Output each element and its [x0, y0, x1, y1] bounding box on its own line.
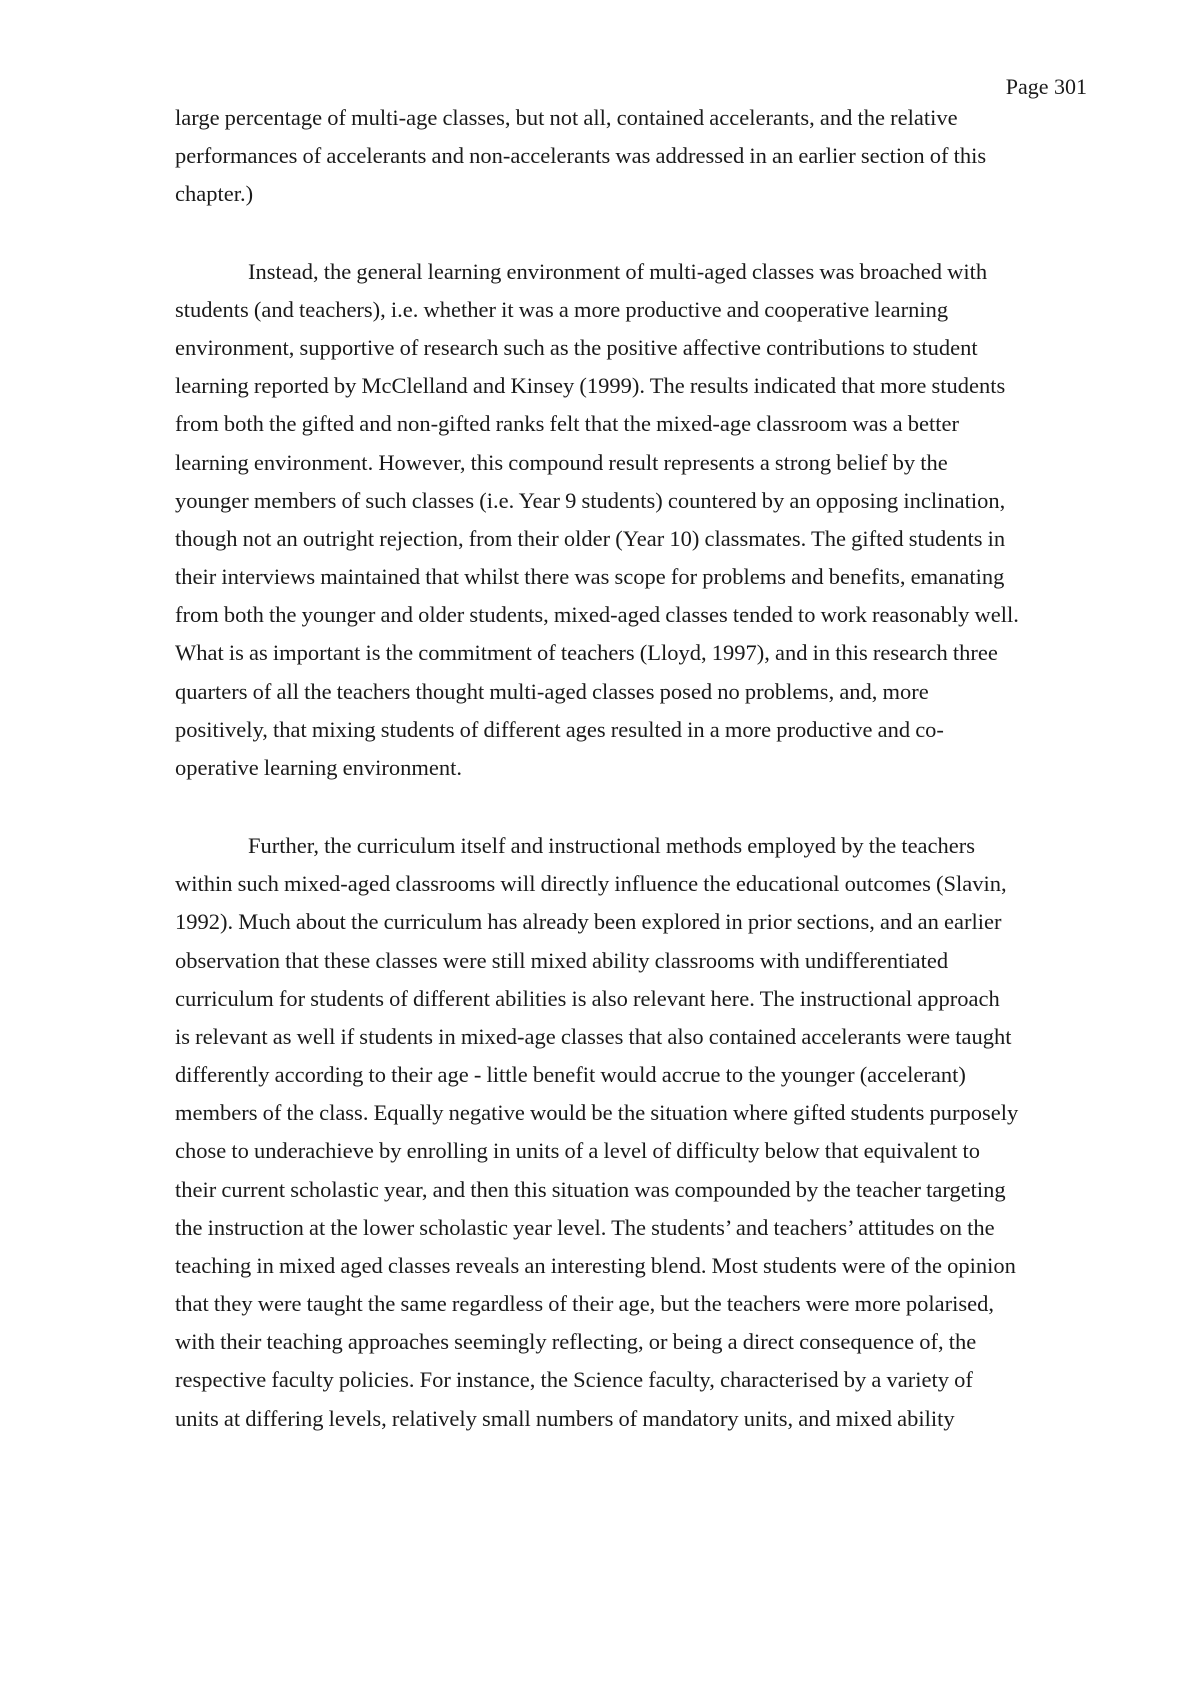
paragraph-2-line-2: students (and teachers), i.e. whether it was a more productive and cooperative learning	[175, 297, 949, 322]
paragraph-3-line-13: that they were taught the same regardless of their age, but the teachers were more polarised,	[175, 1291, 995, 1316]
paragraph-3-line-3: 1992). Much about the curriculum has already been explored in prior sections, and an earlier	[175, 909, 1002, 934]
paragraph-2-line-12: quarters of all the teachers thought multi-aged classes posed no problems, and, more	[175, 679, 929, 704]
paragraph-3-line-16: units at differing levels, relatively small numbers of mandatory units, and mixed ability	[175, 1406, 955, 1431]
paragraph-2-line-9: their interviews maintained that whilst there was scope for problems and benefits, emanating	[175, 564, 1005, 589]
paragraph-3-line-14: with their teaching approaches seemingly reflecting, or being a direct consequence of, the	[175, 1329, 977, 1354]
paragraph-3-line-1: Further, the curriculum itself and instructional methods employed by the teachers	[248, 833, 976, 858]
paragraph-3-line-15: respective faculty policies. For instance, the Science faculty, characterised by a variety of	[175, 1367, 973, 1392]
paragraph-2-line-3: environment, supportive of research such as the positive affective contributions to student	[175, 335, 978, 360]
paragraph-2-line-6: learning environment. However, this compound result represents a strong belief by the	[175, 450, 948, 475]
paragraph-2-line-14: operative learning environment.	[175, 755, 463, 780]
paragraph-2-line-7: younger members of such classes (i.e. Year 9 students) countered by an opposing inclination,	[175, 488, 1006, 513]
paragraph-3-line-2: within such mixed-aged classrooms will directly influence the educational outcomes (Slavin,	[175, 871, 1007, 896]
paragraph-3-line-4: observation that these classes were still mixed ability classrooms with undifferentiated	[175, 948, 949, 973]
page-number: Page 301	[1005, 74, 1087, 99]
paragraph-3-line-8: members of the class. Equally negative would be the situation where gifted students purposely	[175, 1100, 1019, 1125]
paragraph-1-line-3: chapter.)	[175, 181, 254, 206]
paragraph-1-line-1: large percentage of multi-age classes, but not all, contained accelerants, and the relative	[175, 105, 958, 130]
paragraph-2-line-5: from both the gifted and non-gifted ranks felt that the mixed-age classroom was a better	[175, 411, 959, 436]
paragraph-3-line-12: teaching in mixed aged classes reveals an interesting blend. Most students were of the opinion	[175, 1253, 1016, 1278]
paragraph-3-line-9: chose to underachieve by enrolling in units of a level of difficulty below that equivalent to	[175, 1138, 980, 1163]
paragraph-3-line-11: the instruction at the lower scholastic year level. The students’ and teachers’ attitudes on the	[175, 1215, 995, 1240]
paragraph-2-line-13: positively, that mixing students of different ages resulted in a more productive and co-	[175, 717, 944, 742]
paragraph-2-line-10: from both the younger and older students, mixed-aged classes tended to work reasonably well.	[175, 602, 1019, 627]
paragraph-3-line-10: their current scholastic year, and then this situation was compounded by the teacher targeting	[175, 1177, 1006, 1202]
paragraph-1-line-2: performances of accelerants and non-accelerants was addressed in an earlier section of this	[175, 143, 987, 168]
paragraph-2-line-8: though not an outright rejection, from their older (Year 10) classmates. The gifted students in	[175, 526, 1006, 551]
paragraph-3-line-5: curriculum for students of different abilities is also relevant here. The instructional approach	[175, 986, 1000, 1011]
paragraph-2-line-1: Instead, the general learning environment of multi-aged classes was broached with	[248, 259, 988, 284]
paragraph-2-line-4: learning reported by McClelland and Kinsey (1999). The results indicated that more students	[175, 373, 1006, 398]
paragraph-3-line-7: differently according to their age - little benefit would accrue to the younger (accelerant)	[175, 1062, 966, 1087]
paragraph-3-line-6: is relevant as well if students in mixed-age classes that also contained accelerants were taught	[175, 1024, 1012, 1049]
paragraph-2-line-11: What is as important is the commitment of teachers (Lloyd, 1997), and in this research three	[175, 640, 998, 665]
